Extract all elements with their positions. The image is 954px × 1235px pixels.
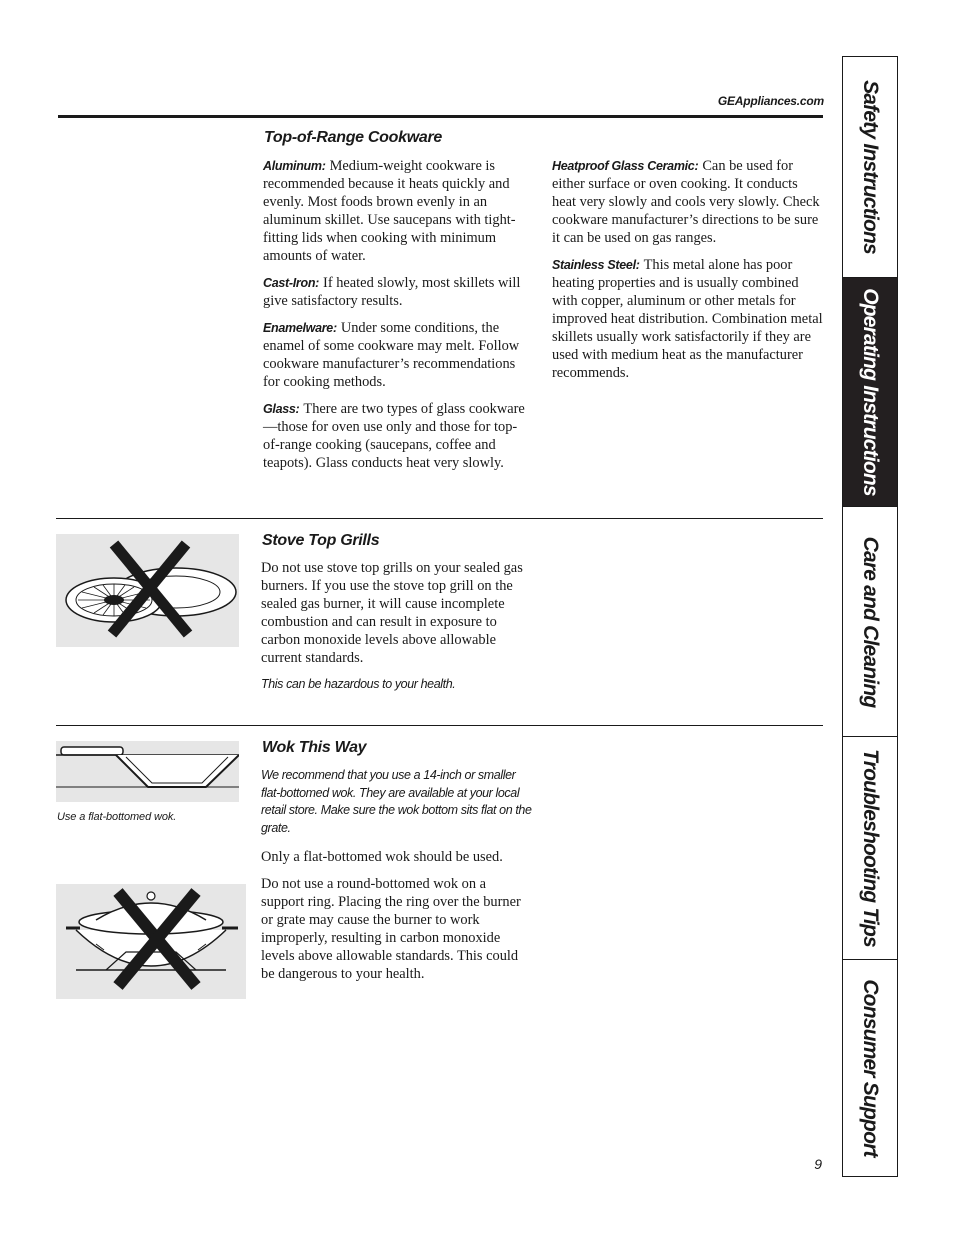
cookware-item-glass-ceramic xyxy=(552,157,824,247)
section-divider xyxy=(56,518,823,519)
section-tabs xyxy=(842,56,898,1177)
round-wok-illustration xyxy=(56,884,246,999)
wok-heading: Wok This Way xyxy=(262,739,367,756)
term-glass: Glass: xyxy=(263,402,300,416)
tab-label: Troubleshooting Tips xyxy=(859,749,882,947)
tab-troubleshooting-tips[interactable] xyxy=(843,737,897,960)
cookware-heading: Top-of-Range Cookware xyxy=(264,129,442,146)
tab-care-and-cleaning[interactable] xyxy=(843,507,897,737)
wok-round-warning: Do not use a round-bottomed wok on a support ring. Placing the ring over the burner or grate may cause the burner to work improperly, resulting in carbon monoxide levels above allowable standards. This could be dangerous to your health. xyxy=(261,876,521,982)
cookware-left-column xyxy=(263,157,533,481)
stove-top-grill-illustration xyxy=(56,534,239,647)
term-glass-ceramic: Heatproof Glass Ceramic: xyxy=(552,159,699,173)
wok-recommendation: We recommend that you use a 14-inch or smaller flat-bottomed wok. They are available at your local retail store. Make sure the wok bottom sits flat on the grate. xyxy=(261,768,532,835)
term-stainless-steel: Stainless Steel: xyxy=(552,258,640,272)
wok-body xyxy=(261,767,537,992)
header-rule xyxy=(58,115,823,118)
tab-label: Operating Instructions xyxy=(859,288,882,496)
cookware-item-glass xyxy=(263,400,533,472)
cookware-item-cast-iron xyxy=(263,274,533,310)
tab-label: Consumer Support xyxy=(859,979,882,1157)
tab-safety-instructions[interactable] xyxy=(843,57,897,278)
text-aluminum: Medium-weight cookware is recommended because it heats quickly and evenly. Most foods brown evenly in an aluminum skillet. Use saucepans with tight-fitting lids when cooking with minimum amounts of water. xyxy=(263,158,516,264)
grills-text: Do not use stove top grills on your sealed gas burners. If you use the stove top grill on the sealed gas burner, it will cause incomplete combustion and can result in exposure to carbon monoxide levels above allowable current standards. xyxy=(261,560,523,666)
text-cast-iron: If heated slowly, most skillets will give satisfactory results. xyxy=(263,275,521,309)
grills-heading: Stove Top Grills xyxy=(262,532,380,549)
term-aluminum: Aluminum: xyxy=(263,159,326,173)
page-number: 9 xyxy=(814,1156,822,1172)
grills-body xyxy=(261,559,533,703)
cookware-item-enamelware xyxy=(263,319,533,391)
text-enamelware: Under some conditions, the enamel of some cookware may melt. Follow cookware manufacturer’s recommendations for cooking methods. xyxy=(263,320,520,390)
cookware-right-column xyxy=(552,157,824,391)
crossed-grill-icon xyxy=(56,534,239,647)
term-cast-iron: Cast-Iron: xyxy=(263,276,320,290)
flat-wok-illustration xyxy=(56,741,239,802)
term-enamelware: Enamelware: xyxy=(263,321,337,335)
section-divider xyxy=(56,725,823,726)
text-glass: There are two types of glass cookware—those for oven use only and those for top-of-range cooking (saucepans, coffee and teapots). Glass conducts heat very slowly. xyxy=(263,401,525,471)
tab-consumer-support[interactable] xyxy=(843,960,897,1176)
text-stainless-steel: This metal alone has poor heating properties and is usually combined with copper, aluminum or other metals for improved heat distribution. Combination metal skillets usually work satisfactorily if they are used with medium heat as the manufacturer recommends. xyxy=(552,257,823,381)
wok-caption: Use a flat-bottomed wok. xyxy=(57,811,177,823)
cookware-item-stainless-steel xyxy=(552,256,824,382)
tab-label: Care and Cleaning xyxy=(859,536,882,707)
text-glass-ceramic: Can be used for either surface or oven cooking. It conducts heat very slowly and cools very slowly. Check cookware manufacturer’s directions to be sure it can be used on gas ranges. xyxy=(552,158,820,246)
grills-warning: This can be hazardous to your health. xyxy=(261,677,456,691)
tab-operating-instructions[interactable] xyxy=(843,278,897,507)
cookware-item-aluminum xyxy=(263,157,533,265)
wok-flat-only: Only a flat-bottomed wok should be used. xyxy=(261,849,503,865)
flat-bottom-wok-icon xyxy=(56,741,239,802)
tab-label: Safety Instructions xyxy=(859,80,882,254)
website-url: GEAppliances.com xyxy=(717,94,824,108)
crossed-round-wok-icon xyxy=(56,884,246,999)
